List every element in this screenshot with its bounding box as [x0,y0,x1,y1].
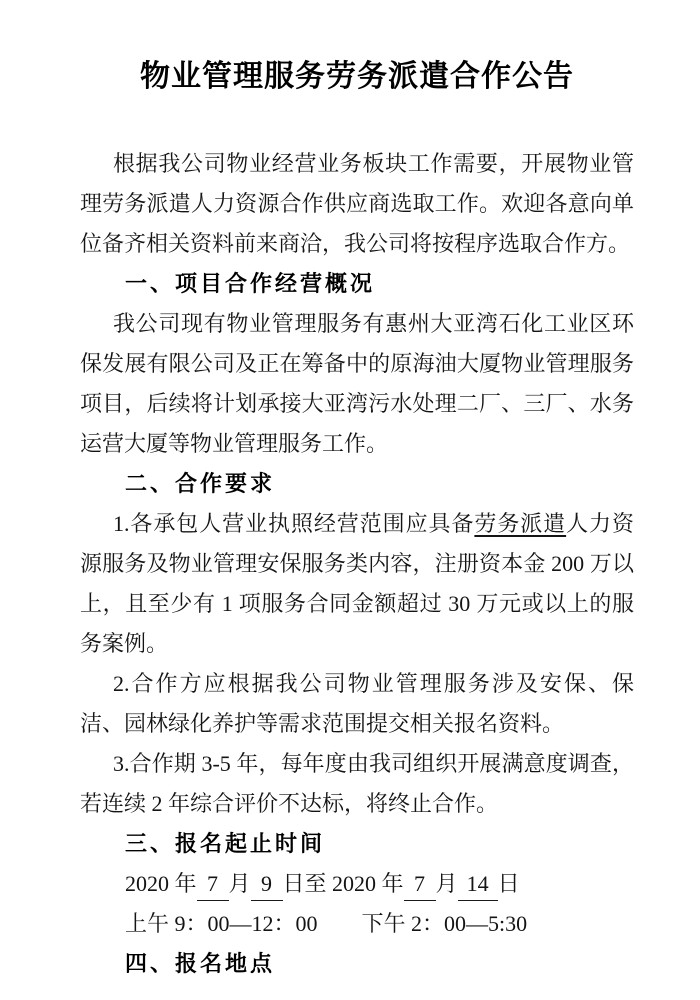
section-1-paragraph: 我公司现有物业管理服务有惠州大亚湾石化工业区环保发展有限公司及正在筹备中的原海油大厦物业管理服务项目，后续将计划承接大亚湾污水处理二厂、三厂、水务运营大厦等物业管理服务工作。 [80,311,634,456]
section-4-heading: 四、报名地点 [125,951,276,976]
requirement-item-3: 3.合作期 3-5 年，每年度由我司组织开展满意度调查，若连续 2 年综合评价不达标，将终止合作。 [80,751,634,816]
requirement-1-text-pre: 1.各承包人营业执照经营范围应具备 [113,511,475,536]
date-separator-2: 月 [435,871,458,896]
document-body [80,144,634,984]
date-suffix: 日 [497,871,520,896]
date-day-1-blank: 9 [251,868,283,901]
time-morning: 上午 9：00—12：00 [125,911,318,936]
date-day-2-blank: 14 [458,868,498,901]
section-3-heading: 三、报名起止时间 [125,831,326,856]
requirement-1-underlined-term: 劳务派遣 [474,511,567,536]
date-month-2-blank: 7 [404,868,436,901]
date-prefix: 2020 年 [125,871,197,896]
registration-date-line [80,864,634,904]
requirement-1-text-post: 人力资源服务及物业管理安保服务类内容，注册资本金 200 万以上，且至少有 1 项服务合同金额超过 30 万元或以上的服务案例。 [80,511,634,656]
date-month-1-blank: 7 [197,868,229,901]
intro-paragraph: 根据我公司物业经营业务板块工作需要，开展物业管理劳务派遣人力资源合作供应商选取工作。欢迎各意向单位备齐相关资料前来商洽，我公司将按程序选取合作方。 [80,151,634,256]
document-title: 物业管理服务劳务派遣合作公告 [140,60,574,93]
section-1-heading: 一、项目合作经营概况 [125,271,376,296]
time-afternoon: 下午 2：00—5:30 [361,911,528,936]
requirement-item-1 [80,504,634,664]
section-2-heading: 二、合作要求 [125,471,276,496]
date-middle: 日至 2020 年 [282,871,404,896]
requirement-item-2: 2.合作方应根据我公司物业管理服务涉及安保、保洁、园林绿化养护等需求范围提交相关报名资料。 [80,671,634,736]
date-separator-1: 月 [228,871,251,896]
registration-time-line [80,904,634,944]
